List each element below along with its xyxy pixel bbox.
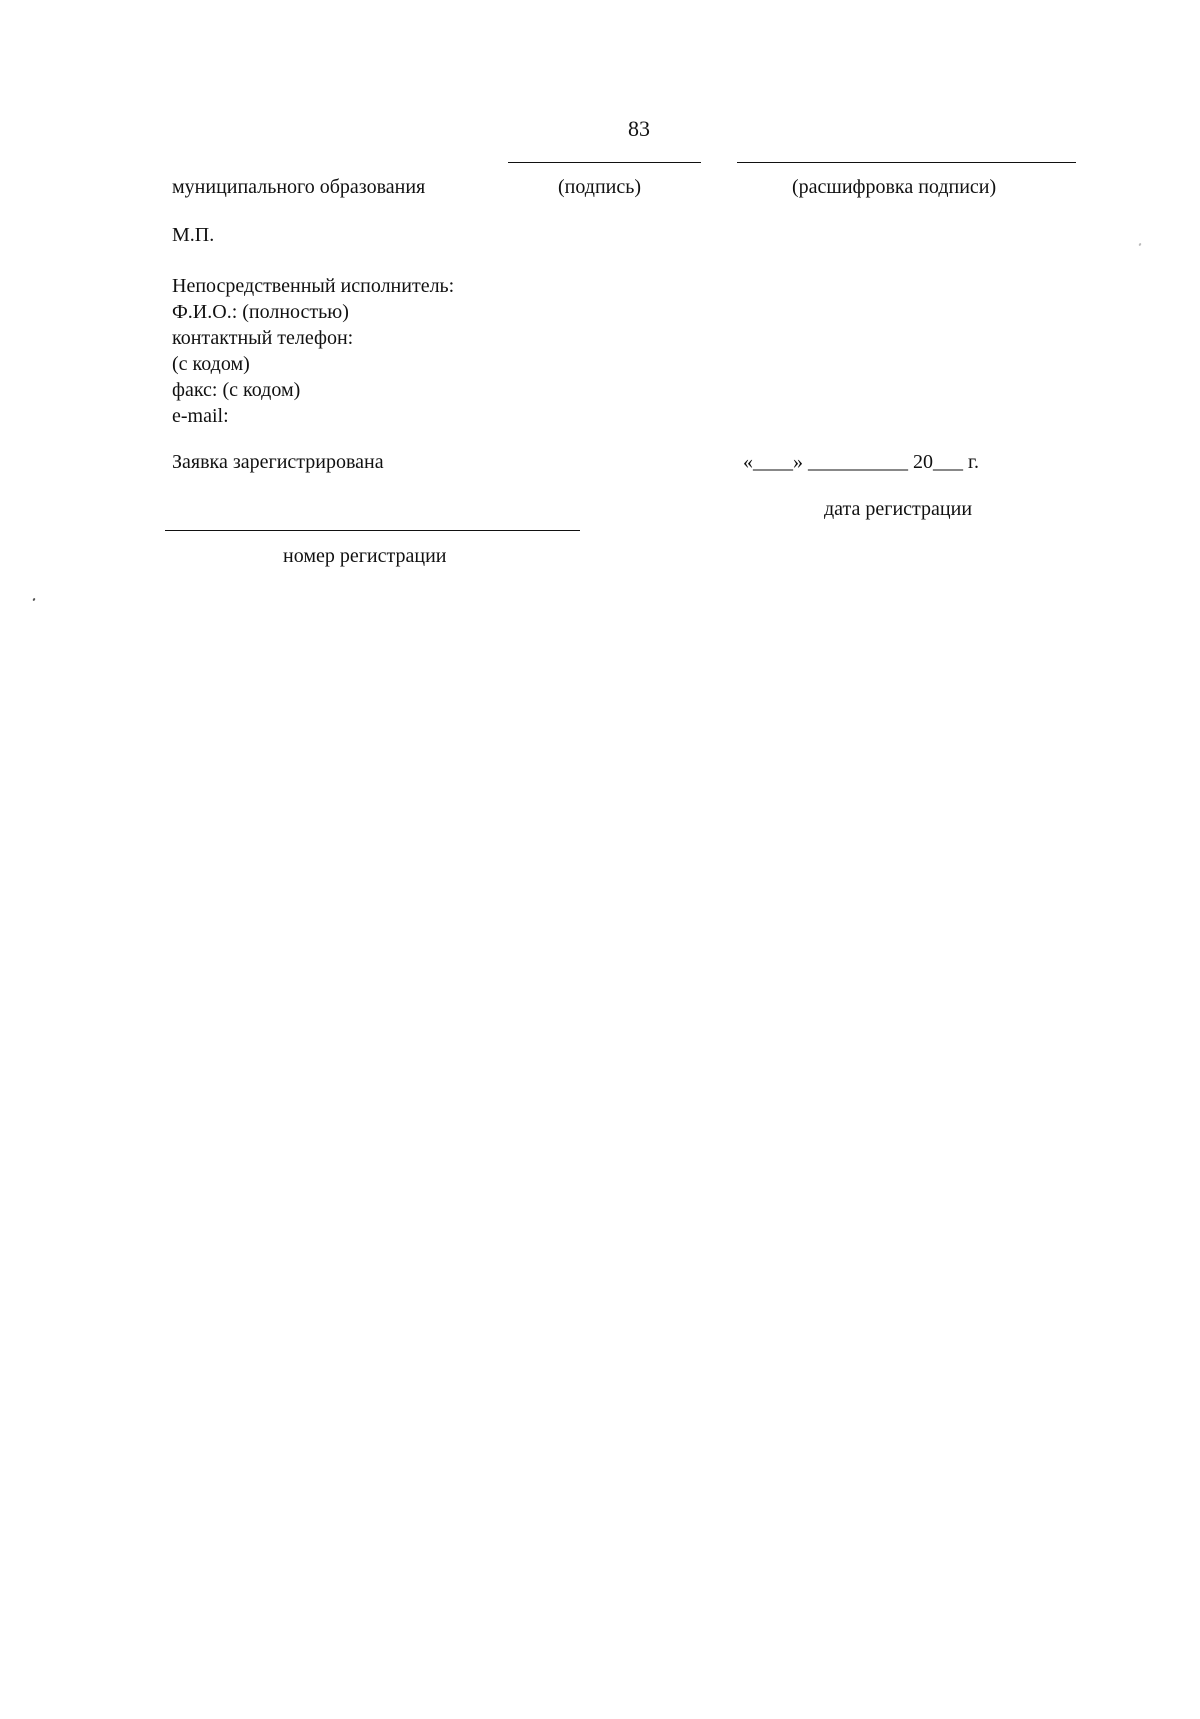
- scan-speck: [32, 598, 35, 602]
- signature-underline: [508, 162, 701, 163]
- signature-label: (подпись): [558, 176, 642, 198]
- executor-title: Непосредственный исполнитель:: [172, 275, 455, 297]
- signature-decoding-underline: [737, 162, 1076, 163]
- scan-speck: [1138, 243, 1141, 247]
- executor-phone-code: (с кодом): [172, 353, 250, 375]
- executor-contacts: [172, 273, 454, 429]
- registration-label: Заявка зарегистрирована: [172, 451, 384, 473]
- stamp-place-label: М.П.: [172, 224, 215, 246]
- executor-phone: контактный телефон:: [172, 327, 354, 349]
- executor-email: e-mail:: [172, 405, 229, 427]
- registration-number-label: номер регистрации: [283, 545, 447, 567]
- executor-fax: факс: (с кодом): [172, 379, 301, 401]
- executor-full-name: Ф.И.О.: (полностью): [172, 301, 349, 323]
- registration-date-template: «____» __________ 20___ г.: [743, 451, 979, 473]
- position-label: муниципального образования: [172, 176, 426, 198]
- registration-number-underline: [165, 530, 580, 531]
- page-number: 83: [628, 116, 650, 141]
- registration-date-label: дата регистрации: [824, 498, 973, 520]
- signature-decoding-label: (расшифровка подписи): [792, 176, 997, 198]
